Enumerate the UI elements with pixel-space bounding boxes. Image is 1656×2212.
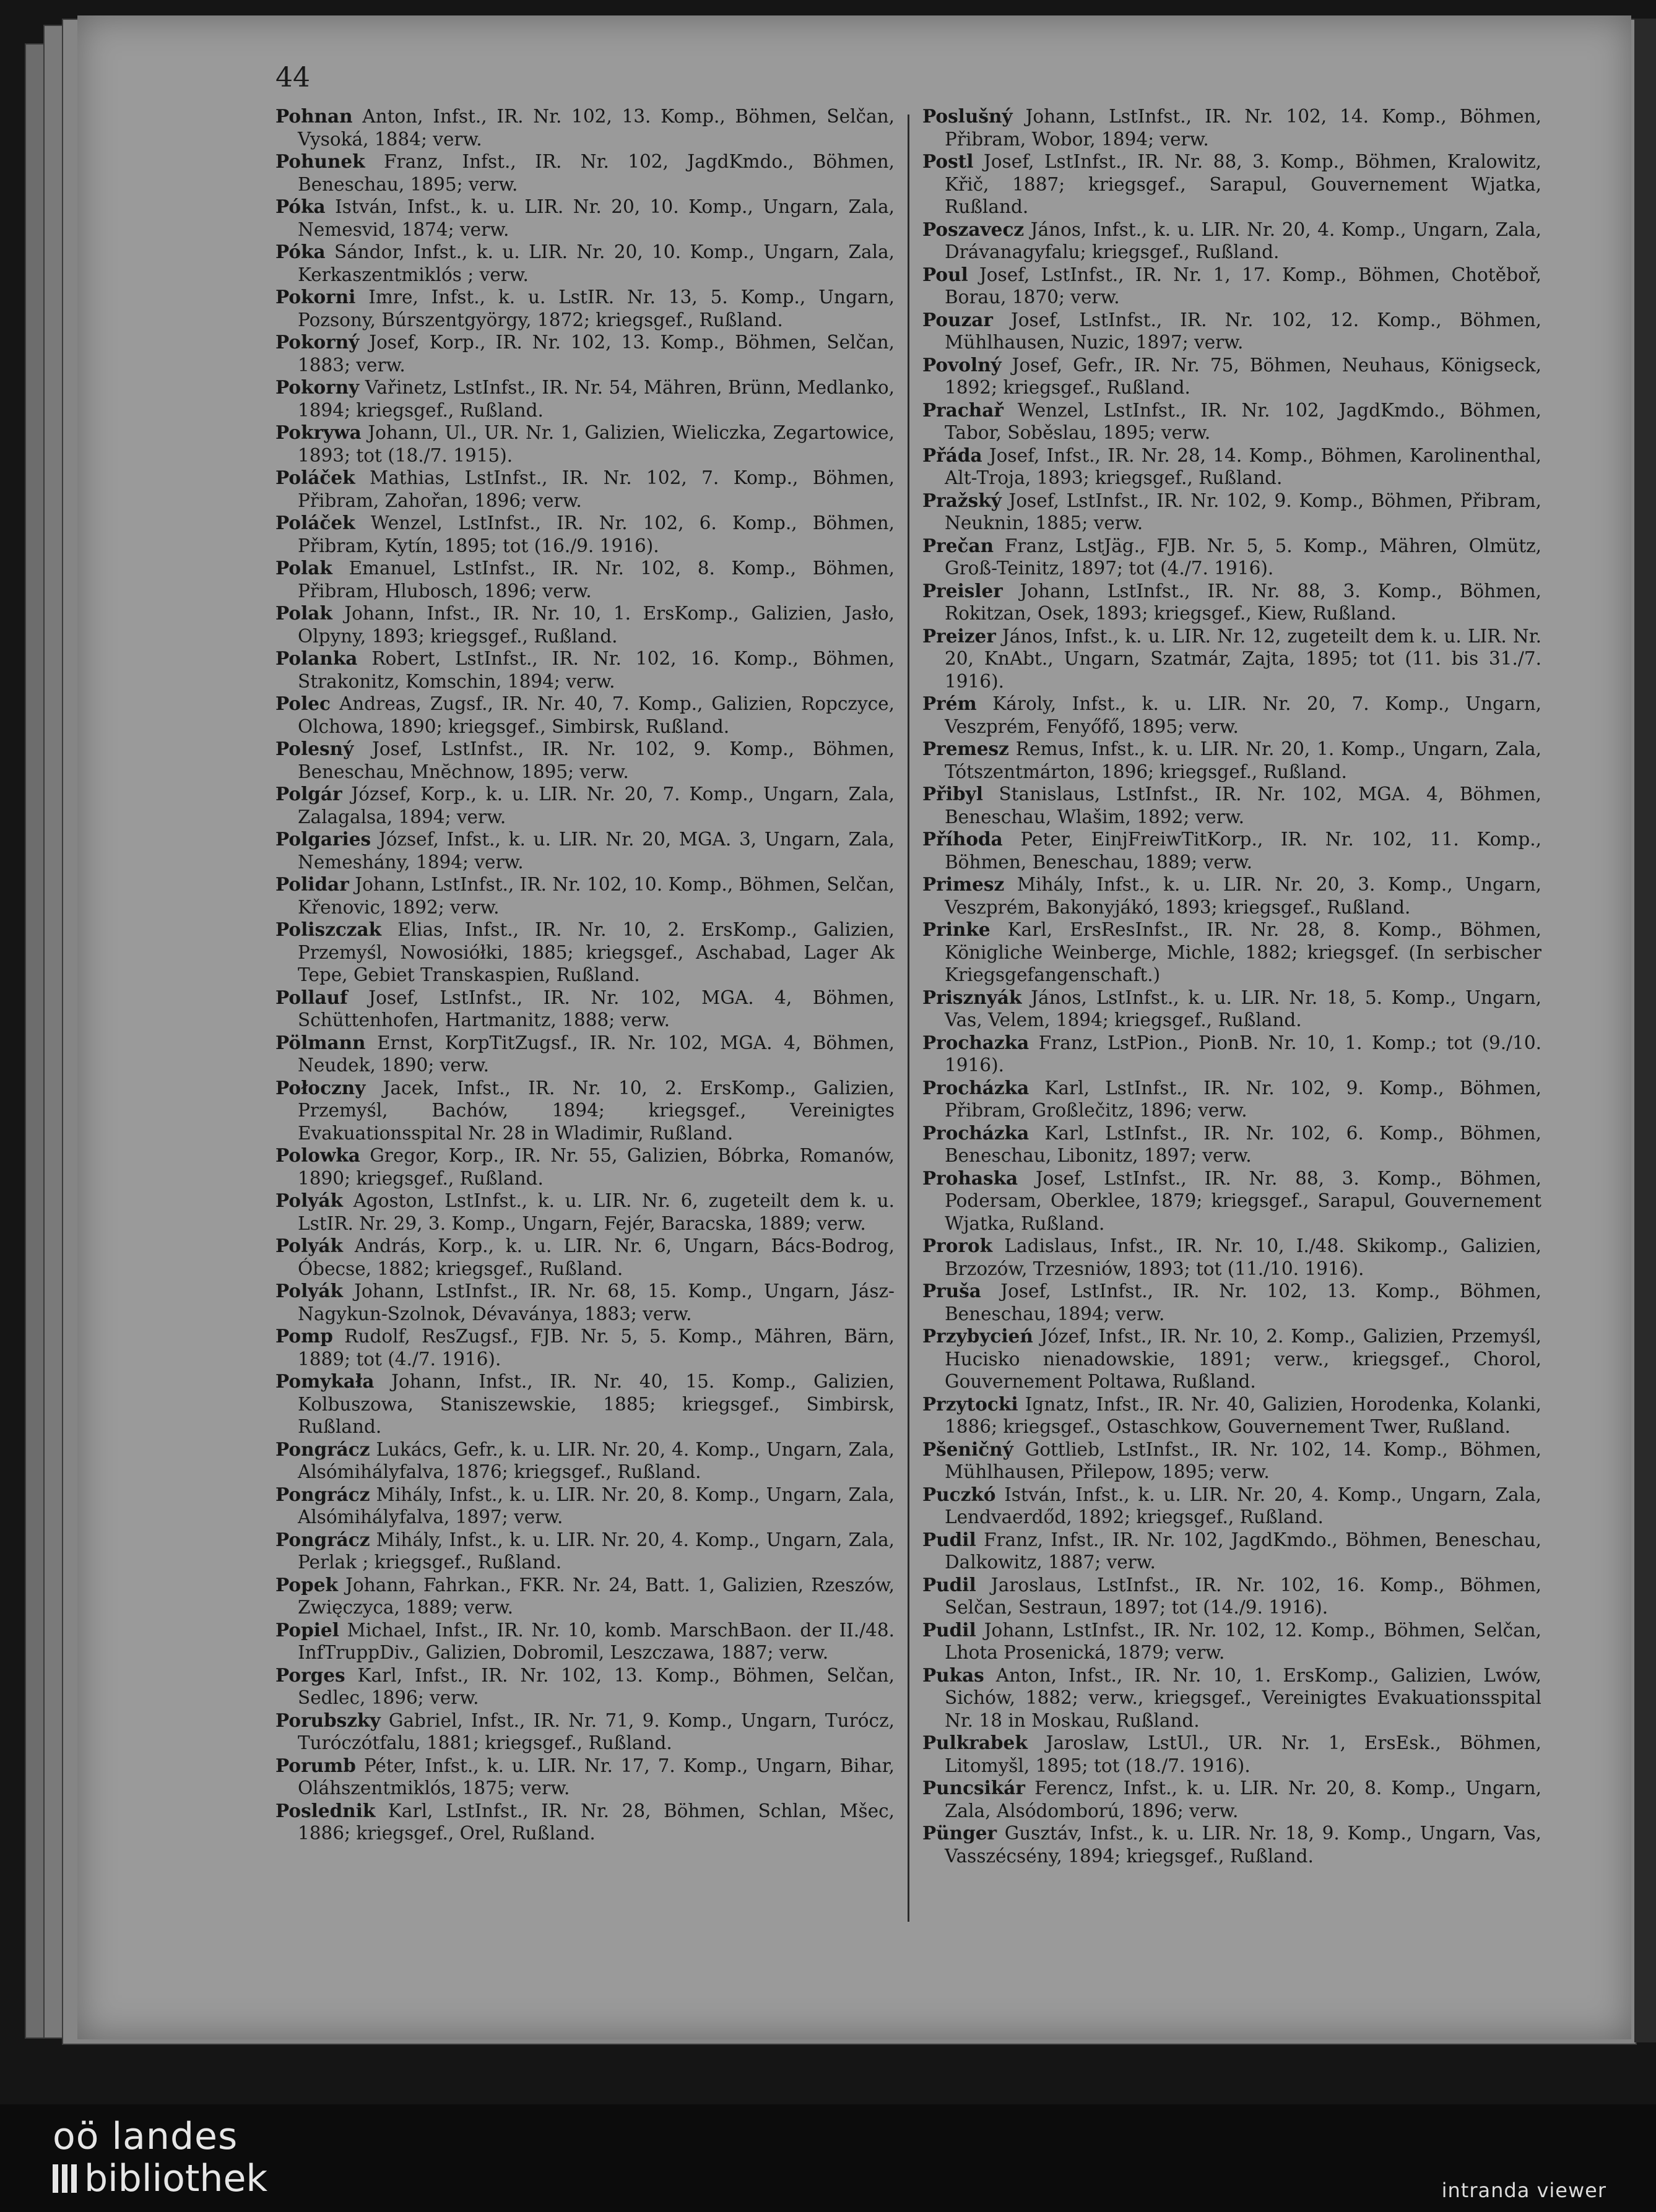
book-spine-shadow xyxy=(1634,19,1656,2042)
entry-details: Johann, LstInfst., IR. Nr. 102, 14. Komp., Böhmen, Přibram, Wobor, 1894; verw. xyxy=(945,106,1541,150)
register-entry xyxy=(922,1077,1541,1122)
entry-surname: Pongrácz xyxy=(275,1483,370,1505)
entry-details: Johann, Fahrkan., FKR. Nr. 24, Batt. 1, Galizien, Rzeszów, Zwięczyca, 1889; verw. xyxy=(298,1574,895,1618)
entry-details: Imre, Infst., k. u. LstIR. Nr. 13, 5. Komp., Ungarn, Pozsony, Búrszentgyörgy, 1872; kriegsgef., Rußland. xyxy=(298,287,895,331)
register-entry xyxy=(275,241,895,286)
register-entry xyxy=(275,828,895,873)
entry-details: Mihály, Infst., k. u. LIR. Nr. 20, 4. Komp., Ungarn, Zala, Perlak ; kriegsgef., Rußland. xyxy=(298,1529,895,1573)
register-entry xyxy=(275,1077,895,1145)
entry-details: Jaroslaw, LstUl., UR. Nr. 1, ErsEsk., Böhmen, Litomyšl, 1895; tot (18./7. 1916). xyxy=(945,1732,1541,1776)
register-entry xyxy=(922,987,1541,1032)
register-entry xyxy=(922,1032,1541,1077)
entry-surname: Porges xyxy=(275,1664,345,1686)
entry-details: Józef, Infst., IR. Nr. 10, 2. Komp., Galizien, Przemyśl, Hucisko nienadowskie, 1891; verw., kriegsgef., Chorol, Gouvernement Poltawa, Rußland. xyxy=(945,1326,1541,1392)
register-entry xyxy=(922,1325,1541,1393)
register-entry xyxy=(922,1574,1541,1619)
entry-details: Emanuel, LstInfst., IR. Nr. 102, 8. Komp., Böhmen, Přibram, Hlubosch, 1896; verw. xyxy=(298,558,895,602)
entry-surname: Popek xyxy=(275,1573,338,1596)
entry-surname: Popiel xyxy=(275,1618,339,1641)
register-entry xyxy=(275,783,895,828)
page-number: 44 xyxy=(275,62,310,93)
entry-surname: Pražský xyxy=(922,489,1002,511)
entry-surname: Povolný xyxy=(922,353,1002,376)
entry-surname: Procházka xyxy=(922,1076,1030,1099)
entry-details: Jacek, Infst., IR. Nr. 10, 2. ErsKomp., Galizien, Przemyśl, Bachów, 1894; kriegsgef., Vereinigtes Evakuationsspital Nr. 28 in Wladimir, Rußland. xyxy=(298,1077,895,1144)
entry-details: András, Korp., k. u. LIR. Nr. 6, Ungarn, Bács-Bodrog, Óbecse, 1882; kriegsgef., Rußland. xyxy=(298,1235,895,1279)
column-divider xyxy=(908,114,909,1922)
entry-details: Josef, LstInfst., IR. Nr. 102, 13. Komp., Böhmen, Beneschau, 1894; verw. xyxy=(945,1281,1541,1324)
register-entry xyxy=(922,105,1541,150)
entry-surname: Porumb xyxy=(275,1754,356,1776)
register-entry xyxy=(922,783,1541,828)
entry-surname: Puczkó xyxy=(922,1483,996,1505)
entry-details: Karl, Infst., IR. Nr. 102, 13. Komp., Böhmen, Selčan, Sedlec, 1896; verw. xyxy=(298,1664,895,1708)
entry-details: Mihály, Infst., k. u. LIR. Nr. 20, 8. Komp., Ungarn, Zala, Alsómihályfalva, 1897; verw. xyxy=(298,1484,895,1527)
register-entry xyxy=(275,1619,895,1664)
entry-details: Josef, LstInfst., IR. Nr. 102, 12. Komp., Böhmen, Mühlhausen, Nuzic, 1897; verw. xyxy=(945,309,1541,353)
entry-surname: Poszavecz xyxy=(922,218,1025,240)
entry-surname: Pokorni xyxy=(275,286,356,308)
entry-details: István, Infst., k. u. LIR. Nr. 20, 10. Komp., Ungarn, Zala, Nemesvid, 1874; verw. xyxy=(298,196,895,240)
logo-bars-icon xyxy=(53,2164,77,2193)
entry-surname: Polyák xyxy=(275,1190,343,1211)
register-entry xyxy=(922,1393,1541,1438)
entry-details: János, Infst., k. u. LIR. Nr. 12, zugeteilt dem k. u. LIR. Nr. 20, KnAbt., Ungarn, Szatmár, Zajta, 1895; tot (11. bis 31./7. 1916). xyxy=(945,625,1541,692)
entry-surname: Pulkrabek xyxy=(922,1732,1028,1753)
register-entry xyxy=(922,399,1541,444)
viewer-label[interactable]: intranda viewer xyxy=(1441,2179,1606,2202)
entry-details: Franz, Infst., IR. Nr. 102, JagdKmdo., Böhmen, Beneschau, Dalkowitz, 1887; verw. xyxy=(945,1529,1541,1573)
entry-details: Johann, Infst., IR. Nr. 10, 1. ErsKomp., Galizien, Jasło, Olpyny, 1893; kriegsgef., Rußland. xyxy=(298,603,895,647)
entry-details: Josef, LstInfst., IR. Nr. 88, 3. Komp., Böhmen, Kralowitz, Křič, 1887; kriegsgef., Sarapul, Gouvernement Wjatka, Rußland. xyxy=(945,151,1541,217)
entry-details: Peter, EinjFreiwTitKorp., IR. Nr. 102, 11. Komp., Böhmen, Beneschau, 1889; verw. xyxy=(945,829,1541,873)
entry-surname: Póka xyxy=(275,241,326,262)
entry-surname: Prečan xyxy=(922,534,994,556)
entry-surname: Polyák xyxy=(275,1235,343,1256)
entry-details: Ernst, KorpTitZugsf., IR. Nr. 102, MGA. 4, Böhmen, Neudek, 1890; verw. xyxy=(298,1032,895,1076)
entry-details: József, Korp., k. u. LIR. Nr. 20, 7. Komp., Ungarn, Zala, Zalagalsa, 1894; verw. xyxy=(298,784,895,827)
entry-surname: Pruša xyxy=(922,1280,981,1302)
entry-details: Mihály, Infst., k. u. LIR. Nr. 20, 3. Komp., Ungarn, Veszprém, Bakonyjákó, 1893; kriegsgef., Rußland. xyxy=(945,874,1541,918)
entry-details: Lukács, Gefr., k. u. LIR. Nr. 20, 4. Komp., Ungarn, Zala, Alsómihályfalva, 1876; kriegsgef., Rußland. xyxy=(298,1438,895,1482)
right-column xyxy=(922,105,1541,1867)
register-entry xyxy=(275,1709,895,1755)
entry-surname: Pokorný xyxy=(275,331,360,353)
entry-surname: Pomykała xyxy=(275,1370,375,1392)
entry-surname: Preizer xyxy=(922,624,996,647)
register-entry xyxy=(275,1755,895,1800)
register-entry xyxy=(275,105,895,150)
entry-details: Stanislaus, LstInfst., IR. Nr. 102, MGA. 4, Böhmen, Beneschau, Wlašim, 1892; verw. xyxy=(945,784,1541,827)
entry-surname: Polesný xyxy=(275,738,354,759)
entry-surname: Pongrácz xyxy=(275,1528,370,1550)
entry-surname: Polgaries xyxy=(275,828,371,850)
entry-details: József, Infst., k. u. LIR. Nr. 20, MGA. 3, Ungarn, Zala, Nemeshány, 1894; verw. xyxy=(298,829,895,873)
entry-details: Josef, LstInfst., IR. Nr. 102, 9. Komp., Böhmen, Beneschau, Mnĕchnow, 1895; verw. xyxy=(298,738,895,782)
register-entry xyxy=(275,873,895,918)
entry-details: Ignatz, Infst., IR. Nr. 40, Galizien, Horodenka, Kolanki, 1886; kriegsgef., Ostaschkow, Gouvernement Twer, Rußland. xyxy=(945,1393,1541,1437)
register-entry xyxy=(922,1438,1541,1484)
register-entry xyxy=(922,1122,1541,1167)
entry-surname: Příhoda xyxy=(922,828,1003,850)
entry-surname: Pomp xyxy=(275,1325,333,1347)
entry-details: Franz, LstJäg., FJB. Nr. 5, 5. Komp., Mähren, Olmütz, Groß-Teinitz, 1897; tot (4./7. 1916). xyxy=(945,535,1541,579)
entry-details: Johann, LstInfst., IR. Nr. 68, 15. Komp., Ungarn, Jász-Nagykun-Szolnok, Dévaványa, 1883; verw. xyxy=(298,1281,895,1324)
register-entry xyxy=(275,467,895,512)
entry-surname: Primesz xyxy=(922,873,1005,895)
entry-details: Wenzel, LstInfst., IR. Nr. 102, JagdKmdo., Böhmen, Tabor, Soběslau, 1895; verw. xyxy=(945,399,1541,443)
register-entry xyxy=(275,647,895,693)
entry-surname: Polanka xyxy=(275,647,358,669)
entry-surname: Polak xyxy=(275,602,332,624)
entry-surname: Polidar xyxy=(275,873,349,895)
entry-surname: Polyák xyxy=(275,1280,343,1302)
entry-details: Ferencz, Infst., k. u. LIR. Nr. 20, 8. Komp., Ungarn, Zala, Alsódomború, 1896; verw. xyxy=(945,1778,1541,1821)
entry-details: Anton, Infst., IR. Nr. 10, 1. ErsKomp., Galizien, Lwów, Sichów, 1882; verw., kriegsgef., Vereinigtes Evakuationsspital Nr. 18 in Moskau, Rußland. xyxy=(945,1664,1541,1731)
register-entry xyxy=(922,1777,1541,1822)
register-entry xyxy=(922,1822,1541,1867)
entry-details: Josef, LstInfst., IR. Nr. 102, MGA. 4, Böhmen, Schüttenhofen, Hartmanitz, 1888; verw. xyxy=(298,987,895,1030)
entry-details: Josef, Gefr., IR. Nr. 75, Böhmen, Neuhaus, Königseck, 1892; kriegsgef., Rußland. xyxy=(945,354,1541,398)
register-entry xyxy=(922,1280,1541,1325)
register-entry xyxy=(922,1484,1541,1529)
register-entry xyxy=(275,557,895,602)
register-entry xyxy=(922,490,1541,535)
entry-surname: Poláček xyxy=(275,512,355,534)
entry-surname: Puncsikár xyxy=(922,1777,1025,1799)
logo-text-line1: oö landes xyxy=(53,2115,238,2158)
entry-details: Karl, ErsResInfst., IR. Nr. 28, 8. Komp., Böhmen, Königliche Weinberge, Michle, 1882; kriegsgef. (In serbischer Kriegsgefangenschaft.) xyxy=(945,919,1541,985)
register-entry xyxy=(922,1732,1541,1777)
entry-surname: Pudil xyxy=(922,1528,976,1550)
register-entry xyxy=(922,918,1541,987)
register-entry xyxy=(922,444,1541,490)
register-entry xyxy=(922,738,1541,783)
register-entry xyxy=(275,150,895,196)
entry-surname: Polowka xyxy=(275,1144,360,1166)
register-entry xyxy=(275,1370,895,1438)
entry-details: Rudolf, ResZugsf., FJB. Nr. 5, 5. Komp., Mähren, Bärn, 1889; tot (4./7. 1916). xyxy=(298,1326,895,1370)
entry-surname: Pünger xyxy=(922,1822,997,1844)
register-entry xyxy=(275,738,895,783)
register-entry xyxy=(275,421,895,467)
entry-details: Josef, LstInfst., IR. Nr. 88, 3. Komp., Böhmen, Podersam, Oberklee, 1879; kriegsgef., Sarapul, Gouvernement Wjatka, Rußland. xyxy=(945,1167,1541,1234)
register-entry xyxy=(275,376,895,421)
entry-details: Johann, LstInfst., IR. Nr. 102, 12. Komp., Böhmen, Selčan, Lhota Prosenická, 1879; verw. xyxy=(945,1619,1541,1663)
register-entry xyxy=(275,512,895,557)
entry-details: Karl, LstInfst., IR. Nr. 102, 9. Komp., Böhmen, Přibram, Großlečitz, 1896; verw. xyxy=(945,1077,1541,1121)
entry-surname: Poláček xyxy=(275,467,355,488)
entry-surname: Pudil xyxy=(922,1618,976,1641)
entry-details: Johann, Infst., IR. Nr. 40, 15. Komp., Galizien, Kolbuszowa, Staniszewskie, 1885; kriegsgef., Simbirsk, Rußland. xyxy=(298,1371,895,1437)
register-entry xyxy=(922,1529,1541,1574)
entry-surname: Polak xyxy=(275,557,332,579)
entry-details: Gusztáv, Infst., k. u. LIR. Nr. 18, 9. Komp., Ungarn, Vas, Vasszécsény, 1894; kriegsgef., Rußland. xyxy=(945,1823,1541,1867)
entry-surname: Poslušný xyxy=(922,105,1013,127)
register-entry xyxy=(922,1664,1541,1732)
register-entry xyxy=(922,264,1541,309)
entry-surname: Postl xyxy=(922,150,974,172)
entry-surname: Pölmann xyxy=(275,1031,366,1053)
entry-details: Josef, Infst., IR. Nr. 28, 14. Komp., Böhmen, Karolinenthal, Alt-Troja, 1893; kriegsgef., Rußland. xyxy=(945,444,1541,488)
register-entry xyxy=(922,535,1541,580)
register-entry xyxy=(275,693,895,738)
entry-surname: Prohaska xyxy=(922,1167,1018,1189)
entry-surname: Pokorny xyxy=(275,376,360,398)
register-entry xyxy=(922,354,1541,399)
entry-surname: Przybycień xyxy=(922,1325,1033,1347)
entry-details: Anton, Infst., IR. Nr. 102, 13. Komp., Böhmen, Selčan, Vysoká, 1884; verw. xyxy=(298,106,895,150)
register-entry xyxy=(922,625,1541,693)
register-entry xyxy=(922,309,1541,354)
entry-details: Péter, Infst., k. u. LIR. Nr. 17, 7. Komp., Ungarn, Bihar, Oláhszentmiklós, 1875; verw. xyxy=(298,1755,895,1799)
entry-surname: Pohnan xyxy=(275,105,353,127)
register-entry xyxy=(275,331,895,376)
register-entry xyxy=(922,828,1541,873)
logo-text-line2-wrap xyxy=(53,2158,267,2200)
entry-details: Johann, LstInfst., IR. Nr. 88, 3. Komp., Böhmen, Rokitzan, Osek, 1893; kriegsgef., Kiew, Rußland. xyxy=(945,580,1541,624)
entry-details: Johann, LstInfst., IR. Nr. 102, 10. Komp., Böhmen, Selčan, Křenovic, 1892; verw. xyxy=(298,874,895,918)
entry-surname: Polec xyxy=(275,693,331,714)
entry-surname: Prorok xyxy=(922,1235,993,1256)
entry-details: Franz, LstPion., PionB. Nr. 10, 1. Komp.; tot (9./10. 1916). xyxy=(945,1032,1541,1076)
entry-surname: Poslednik xyxy=(275,1799,376,1821)
register-entry xyxy=(275,1235,895,1280)
entry-details: Karl, LstInfst., IR. Nr. 28, Böhmen, Schlan, Mšec, 1886; kriegsgef., Orel, Rußland. xyxy=(298,1800,895,1844)
register-entry xyxy=(275,1574,895,1619)
entry-details: Vařinetz, LstInfst., IR. Nr. 54, Mähren, Brünn, Medlanko, 1894; kriegsgef., Rußland. xyxy=(298,377,895,421)
register-entry xyxy=(275,1144,895,1190)
entry-surname: Pongrácz xyxy=(275,1438,370,1460)
entry-details: Josef, LstInfst., IR. Nr. 102, 9. Komp., Böhmen, Přibram, Neuknin, 1885; verw. xyxy=(945,490,1541,534)
entry-details: Károly, Infst., k. u. LIR. Nr. 20, 7. Komp., Ungarn, Veszprém, Fenyőfő, 1895; verw. xyxy=(945,693,1541,737)
entry-surname: Pollauf xyxy=(275,986,348,1008)
left-column xyxy=(275,105,895,1845)
entry-details: Ladislaus, Infst., IR. Nr. 10, I./48. Skikomp., Galizien, Brzozów, Trzesniów, 1893; tot (11./10. 1916). xyxy=(945,1235,1541,1279)
entry-details: Jaroslaus, LstInfst., IR. Nr. 102, 16. Komp., Böhmen, Selčan, Sestraun, 1897; tot (14./9. 1916). xyxy=(945,1574,1541,1618)
entry-details: Robert, LstInfst., IR. Nr. 102, 16. Komp., Böhmen, Strakonitz, Komschin, 1894; verw. xyxy=(298,648,895,692)
register-entry xyxy=(275,1438,895,1484)
entry-surname: Premesz xyxy=(922,738,1009,759)
entry-details: Josef, Korp., IR. Nr. 102, 13. Komp., Böhmen, Selčan, 1883; verw. xyxy=(298,332,895,376)
entry-surname: Połoczny xyxy=(275,1076,366,1099)
register-entry xyxy=(275,1032,895,1077)
entry-surname: Poliszczak xyxy=(275,918,382,940)
entry-details: Gabriel, Infst., IR. Nr. 71, 9. Komp., Ungarn, Turócz, Turóczótfalu, 1881; kriegsgef., Rußland. xyxy=(298,1709,895,1753)
entry-details: Franz, Infst., IR. Nr. 102, JagdKmdo., Böhmen, Beneschau, 1895; verw. xyxy=(298,151,895,195)
entry-surname: Przytocki xyxy=(922,1393,1018,1415)
register-entry xyxy=(922,1167,1541,1235)
entry-surname: Pouzar xyxy=(922,308,993,331)
entry-details: Elias, Infst., IR. Nr. 10, 2. ErsKomp., Galizien, Przemyśl, Nowosiółki, 1885; kriegsgef., Aschabad, Lager Ak Tepe, Gebiet Transkaspien, Rußland. xyxy=(298,919,895,985)
entry-details: Wenzel, LstInfst., IR. Nr. 102, 6. Komp., Böhmen, Přibram, Kytín, 1895; tot (16./9. 1916). xyxy=(298,512,895,556)
entry-surname: Přáda xyxy=(922,444,982,466)
entry-details: Agoston, LstInfst., k. u. LIR. Nr. 6, zugeteilt dem k. u. LstIR. Nr. 29, 3. Komp., Ungarn, Fejér, Baracska, 1889; verw. xyxy=(298,1190,895,1234)
register-entry xyxy=(275,286,895,331)
entry-details: János, LstInfst., k. u. LIR. Nr. 18, 5. Komp., Ungarn, Vas, Velem, 1894; kriegsgef., Rußland. xyxy=(945,987,1541,1030)
register-entry xyxy=(922,693,1541,738)
entry-surname: Póka xyxy=(275,196,326,217)
register-entry xyxy=(922,218,1541,264)
entry-details: János, Infst., k. u. LIR. Nr. 20, 4. Komp., Ungarn, Zala, Drávanagyfalu; kriegsgef., Rußland. xyxy=(945,218,1541,262)
entry-surname: Pokrywa xyxy=(275,421,362,443)
register-entry xyxy=(275,987,895,1032)
register-entry xyxy=(275,1325,895,1370)
entry-surname: Polgár xyxy=(275,783,342,805)
entry-surname: Pukas xyxy=(922,1664,984,1686)
entry-surname: Procházka xyxy=(922,1121,1030,1144)
register-entry xyxy=(922,150,1541,218)
entry-surname: Prém xyxy=(922,693,977,714)
entry-details: István, Infst., k. u. LIR. Nr. 20, 4. Komp., Ungarn, Zala, Lendvaerdőd, 1892; kriegsgef., Rußland. xyxy=(945,1484,1541,1527)
entry-surname: Pšeničný xyxy=(922,1438,1013,1460)
entry-surname: Přibyl xyxy=(922,783,983,805)
register-entry xyxy=(922,1235,1541,1280)
register-entry xyxy=(275,1484,895,1529)
entry-details: Remus, Infst., k. u. LIR. Nr. 20, 1. Komp., Ungarn, Zala, Tótszentmárton, 1896; kriegsgef., Rußland. xyxy=(945,738,1541,782)
entry-details: Andreas, Zugsf., IR. Nr. 40, 7. Komp., Galizien, Ropczyce, Olchowa, 1890; kriegsgef., Simbirsk, Rußland. xyxy=(298,693,895,737)
register-entry xyxy=(922,580,1541,625)
entry-details: Michael, Infst., IR. Nr. 10, komb. MarschBaon. der II./48. InfTruppDiv., Galizien, Dobromil, Leszczawa, 1887; verw. xyxy=(298,1619,895,1663)
entry-surname: Pudil xyxy=(922,1573,976,1596)
entry-details: Gregor, Korp., IR. Nr. 55, Galizien, Bóbrka, Romanów, 1890; kriegsgef., Rußland. xyxy=(298,1145,895,1189)
logo-text-line2: bibliothek xyxy=(84,2157,268,2200)
register-entry xyxy=(275,196,895,241)
register-entry xyxy=(275,1800,895,1845)
register-entry xyxy=(922,873,1541,918)
entry-details: Sándor, Infst., k. u. LIR. Nr. 20, 10. Komp., Ungarn, Zala, Kerkaszentmiklós ; verw. xyxy=(298,241,895,285)
register-entry xyxy=(922,1619,1541,1664)
register-entry xyxy=(275,1280,895,1325)
library-logo[interactable] xyxy=(53,2115,267,2200)
entry-details: Josef, LstInfst., IR. Nr. 1, 17. Komp., Böhmen, Chotěboř, Borau, 1870; verw. xyxy=(945,264,1541,308)
entry-surname: Prisznyák xyxy=(922,986,1022,1008)
register-entry xyxy=(275,1190,895,1235)
register-entry xyxy=(275,918,895,987)
register-entry xyxy=(275,1664,895,1709)
entry-surname: Porubszky xyxy=(275,1709,381,1731)
entry-surname: Prochazka xyxy=(922,1031,1030,1053)
entry-details: Johann, Ul., UR. Nr. 1, Galizien, Wieliczka, Zegartowice, 1893; tot (18./7. 1915). xyxy=(298,422,895,466)
register-entry xyxy=(275,602,895,647)
entry-details: Mathias, LstInfst., IR. Nr. 102, 7. Komp., Böhmen, Přibram, Zahořan, 1896; verw. xyxy=(298,467,895,511)
entry-surname: Preisler xyxy=(922,579,1003,602)
entry-surname: Pohunek xyxy=(275,150,365,172)
entry-surname: Prinke xyxy=(922,918,991,940)
entry-details: Gottlieb, LstInfst., IR. Nr. 102, 14. Komp., Böhmen, Mühlhausen, Přilepow, 1895; verw. xyxy=(945,1438,1541,1482)
entry-details: Karl, LstInfst., IR. Nr. 102, 6. Komp., Böhmen, Beneschau, Libonitz, 1897; verw. xyxy=(945,1122,1541,1166)
entry-surname: Prachař xyxy=(922,399,1004,421)
register-entry xyxy=(275,1529,895,1574)
entry-surname: Poul xyxy=(922,263,968,285)
